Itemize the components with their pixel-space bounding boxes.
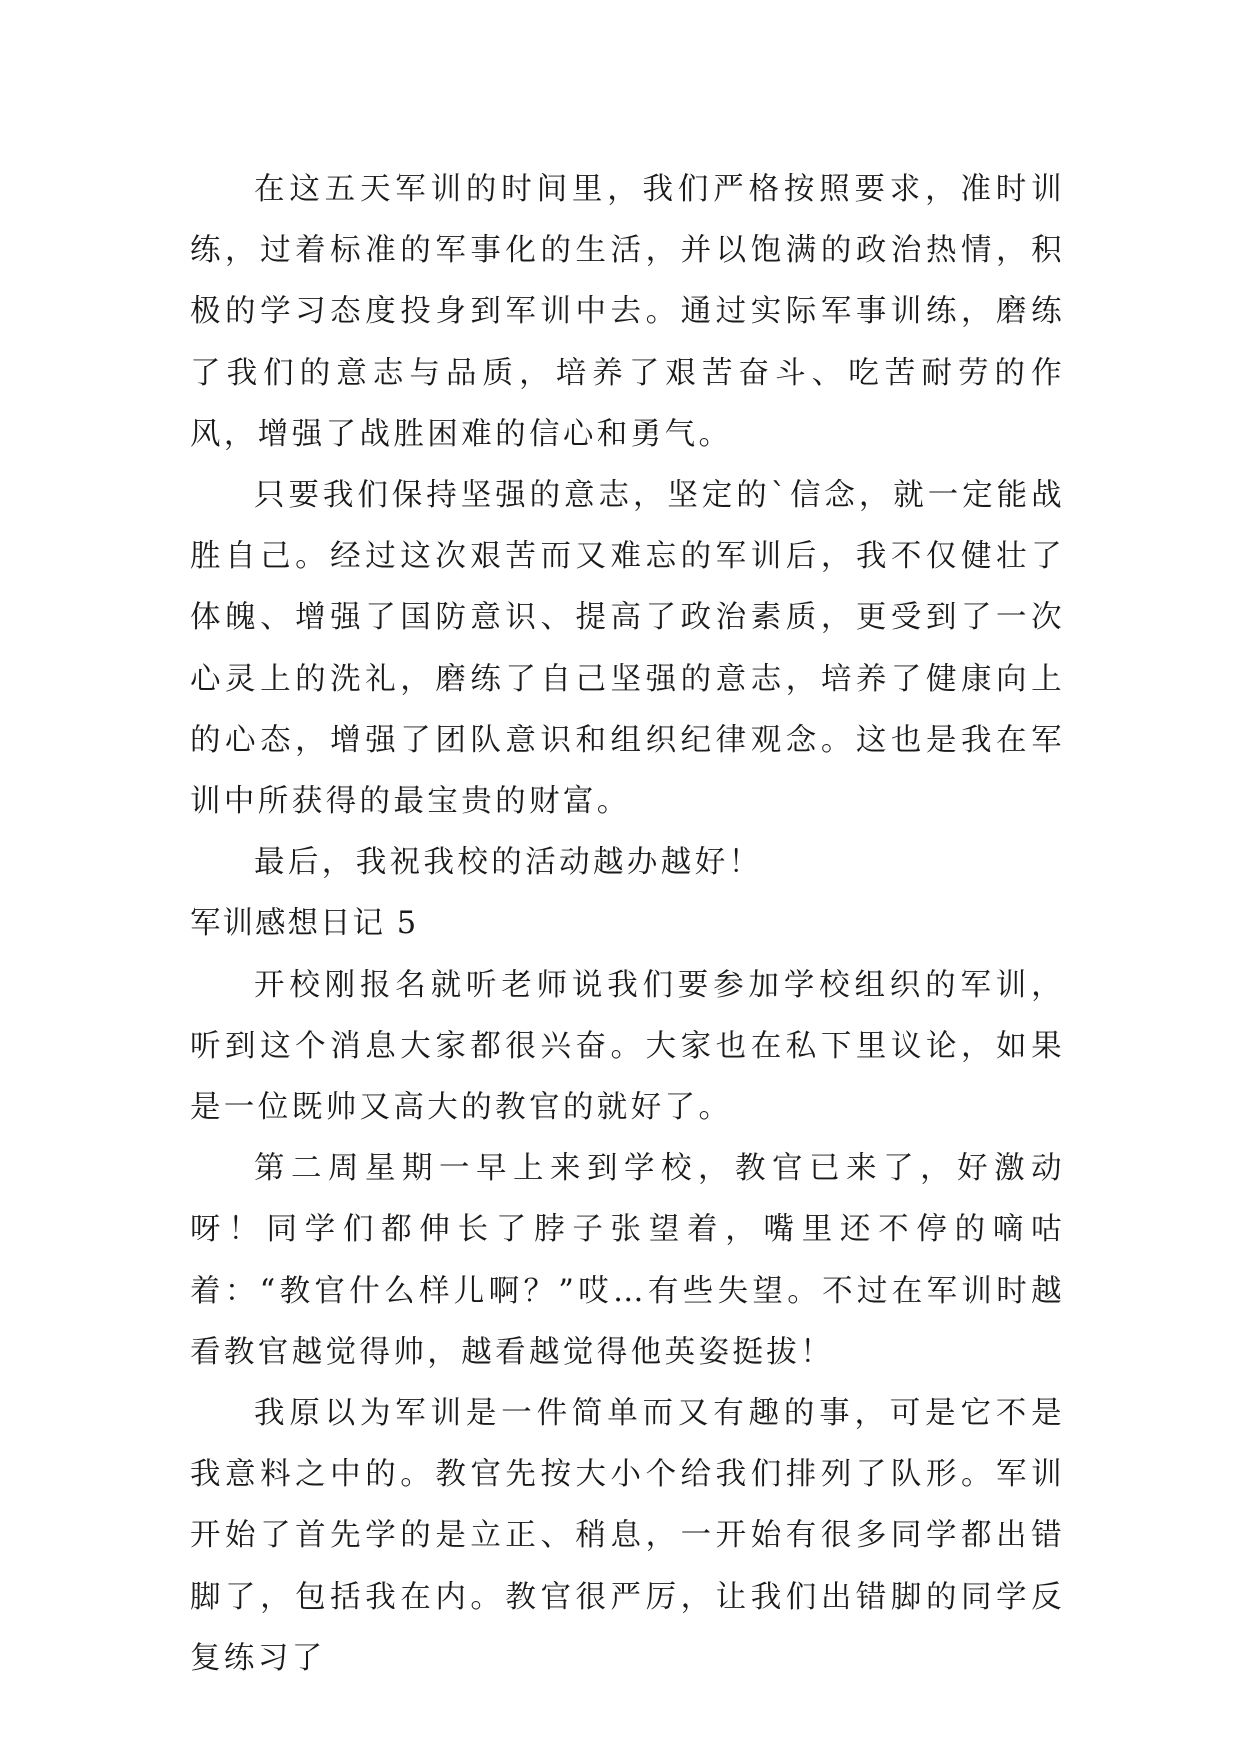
- paragraph: 最后，我祝我校的活动越办越好！: [254, 845, 763, 881]
- paragraph: 只要我们保持坚强的意志，坚定的`信念，就一定能战胜自己。经过这次艰苦而又难忘的军训后，我不仅健壮了体魄、增强了国防意识、提高了政治素质，更受到了一次心灵上的洗礼，磨练了自己坚强的意志，培养了健康向上的心态，增强了团队意识和组织纪律观念。这也是我在军训中所获得的最宝贵的财富。: [190, 478, 1065, 820]
- paragraph: 开校刚报名就听老师说我们要参加学校组织的军训，听到这个消息大家都很兴奋。大家也在私下里议论，如果是一位既帅又高大的教官的就好了。: [190, 967, 1065, 1126]
- paragraph: 第二周星期一早上来到学校，教官已来了，好激动呀！同学们都伸长了脖子张望着，嘴里还不停的嘀咕着：“教官什么样儿啊？”哎…有些失望。不过在军训时越看教官越觉得帅，越看越觉得他英姿挺拔！: [190, 1151, 1065, 1370]
- paragraph: 我原以为军训是一件简单而又有趣的事，可是它不是我意料之中的。教官先按大小个给我们排列了队形。军训开始了首先学的是立正、稍息，一开始有很多同学都出错脚了，包括我在内。教官很严厉，让我们出错脚的同学反复练习了: [190, 1396, 1065, 1676]
- document-body: [190, 159, 1065, 1689]
- section-title: 军训感想日记 5: [190, 906, 419, 942]
- paragraph: 在这五天军训的时间里，我们严格按照要求，准时训练，过着标准的军事化的生活，并以饱满的政治热情，积极的学习态度投身到军训中去。通过实际军事训练，磨练了我们的意志与品质，培养了艰苦奋斗、吃苦耐劳的作风，增强了战胜困难的信心和勇气。: [190, 172, 1065, 452]
